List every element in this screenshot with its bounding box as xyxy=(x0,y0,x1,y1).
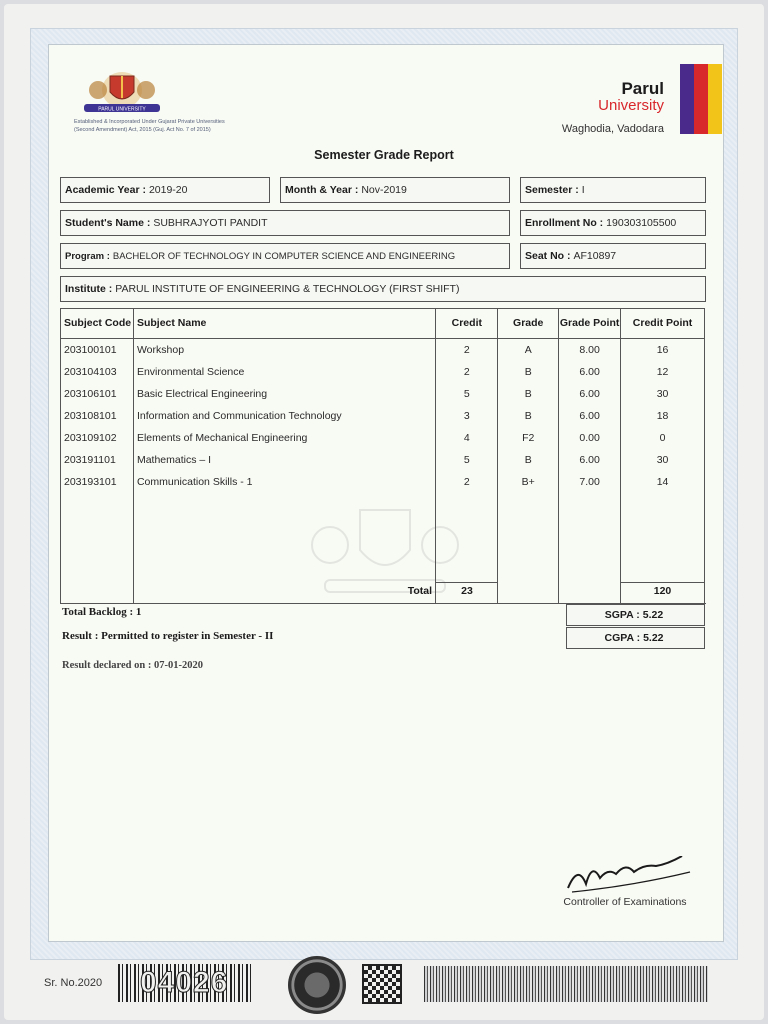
row-grade-point: 6.00 xyxy=(559,449,621,471)
controller-signature xyxy=(562,856,692,896)
row-subject-code: 203100101 xyxy=(61,339,134,361)
row-credit: 2 xyxy=(436,361,498,383)
academic-year-label: Academic Year : xyxy=(65,184,146,196)
enrollment-value: 190303105500 xyxy=(606,217,677,229)
col-header-subject-name: Subject Name xyxy=(133,309,435,339)
report-title: Semester Grade Report xyxy=(314,148,454,162)
col-header-credit: Credit xyxy=(436,309,498,339)
row-credit-point: 14 xyxy=(621,471,705,493)
academic-year-field xyxy=(60,177,270,203)
total-credit-point-top-border xyxy=(620,582,705,583)
semester-label: Semester : xyxy=(525,184,579,196)
logo-caption-line-2: (Second Amendment) Act, 2015 (Guj. Act No. 7 of 2015) xyxy=(74,127,211,133)
seat-field xyxy=(520,243,706,269)
enrollment-label: Enrollment No : xyxy=(525,217,604,229)
table-row xyxy=(61,405,705,427)
university-name: Parul xyxy=(621,79,664,98)
security-microtext-strip xyxy=(424,966,708,1002)
row-grade: B xyxy=(498,383,559,405)
university-name-sub: University xyxy=(598,97,664,114)
month-year-field xyxy=(280,177,510,203)
enrollment-field xyxy=(520,210,706,236)
student-name-label: Student's Name : xyxy=(65,217,151,229)
row-credit-point: 18 xyxy=(621,405,705,427)
row-subject-name: Workshop xyxy=(133,339,435,361)
result-text: Result : Permitted to register in Semester - II xyxy=(62,630,274,642)
sgpa-label: SGPA : xyxy=(604,609,640,621)
row-grade-point: 6.00 xyxy=(559,405,621,427)
institute-label: Institute : xyxy=(65,283,113,295)
row-credit-point: 30 xyxy=(621,383,705,405)
row-grade: B xyxy=(498,361,559,383)
row-credit-point: 12 xyxy=(621,361,705,383)
sgpa-value: 5.22 xyxy=(642,609,664,621)
table-row xyxy=(61,339,705,361)
row-grade-point: 6.00 xyxy=(559,361,621,383)
table-filler-cell xyxy=(61,493,134,603)
row-credit: 5 xyxy=(436,383,498,405)
row-subject-name: Basic Electrical Engineering xyxy=(133,383,435,405)
hologram-seal-icon xyxy=(288,956,346,1014)
row-subject-name: Communication Skills - 1 xyxy=(133,471,435,493)
row-grade-point: 0.00 xyxy=(559,427,621,449)
row-grade-point: 8.00 xyxy=(559,339,621,361)
row-subject-code: 203104103 xyxy=(61,361,134,383)
svg-text:PARUL UNIVERSITY: PARUL UNIVERSITY xyxy=(98,106,146,113)
month-year-value: Nov-2019 xyxy=(361,184,407,196)
program-label: Program : xyxy=(65,250,110,262)
row-grade-point: 7.00 xyxy=(559,471,621,493)
brand-stripe-purple xyxy=(680,64,694,134)
row-subject-name: Environmental Science xyxy=(133,361,435,383)
program-value: BACHELOR OF TECHNOLOGY IN COMPUTER SCIENCE AND ENGINEERING xyxy=(112,250,456,262)
row-subject-code: 203108101 xyxy=(61,405,134,427)
table-filler-cell xyxy=(559,493,621,603)
row-subject-code: 203191101 xyxy=(61,449,134,471)
institute-value: PARUL INSTITUTE OF ENGINEERING & TECHNOLOGY (FIRST SHIFT) xyxy=(115,283,460,295)
row-grade: B xyxy=(498,405,559,427)
row-credit: 2 xyxy=(436,471,498,493)
row-subject-name: Elements of Mechanical Engineering xyxy=(133,427,435,449)
cgpa-value: 5.22 xyxy=(643,632,664,644)
row-grade: B xyxy=(498,449,559,471)
row-grade: F2 xyxy=(498,427,559,449)
total-label: Total xyxy=(407,585,432,597)
row-credit-point: 16 xyxy=(621,339,705,361)
brand-stripe-red xyxy=(694,64,708,134)
table-row xyxy=(61,383,705,405)
row-grade-point: 6.00 xyxy=(559,383,621,405)
row-credit-point: 0 xyxy=(621,427,705,449)
total-backlog: Total Backlog : 1 xyxy=(62,606,142,618)
row-grade: A xyxy=(498,339,559,361)
col-header-subject-code: Subject Code xyxy=(61,309,134,339)
controller-title: Controller of Examinations xyxy=(563,896,687,908)
table-header-row xyxy=(61,309,705,339)
brand-stripe-yellow xyxy=(708,64,722,134)
row-subject-name: Information and Communication Technology xyxy=(133,405,435,427)
student-name-value: SUBHRAJYOTI PANDIT xyxy=(153,217,268,229)
row-subject-name: Mathematics – I xyxy=(133,449,435,471)
result-declared-date: Result declared on : 07-01-2020 xyxy=(62,660,203,671)
university-location: Waghodia, Vadodara xyxy=(561,123,664,135)
row-credit: 2 xyxy=(436,339,498,361)
cgpa-label: CGPA : xyxy=(604,632,641,644)
program-field xyxy=(60,243,510,269)
col-header-grade: Grade xyxy=(498,309,559,339)
qr-code-icon xyxy=(362,964,402,1004)
grades-table xyxy=(60,308,705,603)
row-credit-point: 30 xyxy=(621,449,705,471)
university-crest-logo xyxy=(76,66,168,116)
sgpa-field xyxy=(566,604,705,626)
table-row xyxy=(61,427,705,449)
table-row xyxy=(61,361,705,383)
logo-caption-line-1: Established & Incorporated Under Gujarat Private Universities xyxy=(74,119,225,125)
table-row xyxy=(61,471,705,493)
serial-number: 04026 xyxy=(140,966,229,999)
row-credit: 5 xyxy=(436,449,498,471)
total-credit-point-value: 120 xyxy=(653,585,672,597)
academic-year-value: 2019-20 xyxy=(148,184,188,196)
row-subject-code: 203193101 xyxy=(61,471,134,493)
col-header-grade-point: Grade Point xyxy=(559,309,621,339)
row-grade: B+ xyxy=(498,471,559,493)
serial-label: Sr. No.2020 xyxy=(44,977,103,989)
semester-field xyxy=(520,177,706,203)
semester-value: I xyxy=(581,184,585,196)
row-credit: 4 xyxy=(436,427,498,449)
row-credit: 3 xyxy=(436,405,498,427)
cgpa-field xyxy=(566,627,705,649)
seat-label: Seat No : xyxy=(525,250,571,262)
col-header-credit-point: Credit Point xyxy=(621,309,705,339)
institute-field xyxy=(60,276,706,302)
total-credit-top-border xyxy=(436,582,498,583)
month-year-label: Month & Year : xyxy=(285,184,359,196)
total-credit-value: 23 xyxy=(461,585,473,597)
row-subject-code: 203106101 xyxy=(61,383,134,405)
table-filler-cell xyxy=(498,493,559,603)
table-row xyxy=(61,449,705,471)
row-subject-code: 203109102 xyxy=(61,427,134,449)
student-name-field xyxy=(60,210,510,236)
seat-value: AF10897 xyxy=(573,250,617,262)
